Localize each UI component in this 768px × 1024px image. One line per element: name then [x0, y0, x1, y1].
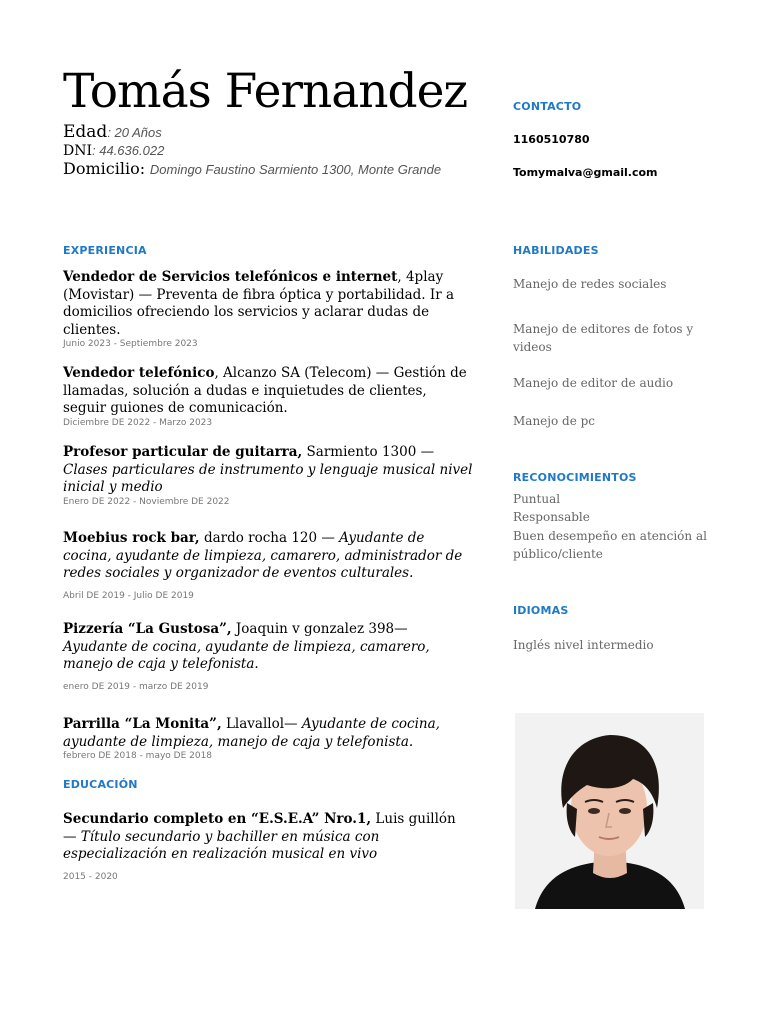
phone-number: 1160510780: [513, 133, 590, 146]
recognition-item: Responsable: [513, 510, 590, 524]
education-item: [63, 811, 473, 883]
experience-heading: EXPERIENCIA: [63, 244, 147, 257]
job-title: Parrilla “La Monita”,: [63, 716, 222, 732]
job-title: Moebius rock bar,: [63, 530, 200, 546]
job-place: 4play (Movistar) — Preventa de fibra óptica y portabilidad. Ir a domicilios ofreciendo los servicios y aclarar dudas de clientes.: [63, 269, 454, 338]
dni-label: DNI: [63, 143, 93, 159]
skill-item: Manejo de editor de audio: [513, 376, 674, 390]
job-dates: Diciembre DE 2022 - Marzo 2023: [63, 417, 213, 428]
education-description: Título secundario y bachiller en música con especialización en realización musical en vivo: [63, 828, 380, 863]
job-title: Vendedor telefónico: [63, 365, 215, 381]
education-heading: EDUCACIÓN: [63, 778, 138, 791]
recognition-item: Buen desempeño en atención al público/cliente: [513, 529, 707, 561]
job-dates: Enero DE 2022 - Noviembre DE 2022: [63, 496, 230, 507]
education-title: Secundario completo en “E.S.E.A” Nro.1,: [63, 811, 372, 827]
email-address: Tomymalva@gmail.com: [513, 166, 658, 179]
age-label: Edad: [63, 122, 108, 142]
job-title: Profesor particular de guitarra,: [63, 444, 303, 460]
experience-item: Vendedor de Servicios telefónicos e internet, 4play (Movistar) — Preventa de fibra óptica y portabilidad. Ir a domicilios ofreciendo los servicios y aclarar dudas de clientes. Junio 2023 - Septiembre 2023: [63, 269, 473, 350]
job-description: Ayudante de cocina, ayudante de limpieza, camarero, manejo de caja y telefonista.: [63, 638, 430, 673]
job-description: Ayudante de cocina, ayudante de limpieza, manejo de caja y telefonista.: [63, 716, 440, 750]
address-line: [63, 159, 441, 178]
language-item: Inglés nivel intermedio: [513, 638, 654, 652]
job-place: Alcanzo SA (Telecom) — Gestión de llamadas, solución a dudas e inquietudes de clientes, seguir guiones de comunicación.: [63, 365, 467, 417]
experience-item: [63, 621, 473, 693]
age-value: : 20 Años: [107, 125, 162, 140]
job-dates: febrero DE 2018 - mayo DE 2018: [63, 751, 213, 762]
skill-item: Manejo de editores de fotos y videos: [513, 322, 694, 354]
experience-item: [63, 716, 473, 762]
profile-photo: [515, 713, 704, 909]
job-dates: enero DE 2019 - marzo DE 2019: [63, 681, 209, 692]
job-dates: Junio 2023 - Septiembre 2023: [63, 339, 198, 350]
skills-heading: HABILIDADES: [513, 244, 599, 257]
address-label: Domicilio:: [63, 159, 146, 178]
full-name: Tomás Fernandez: [63, 64, 468, 119]
age-line: [63, 122, 162, 142]
dni-value: : 44.636.022: [92, 143, 165, 158]
job-title: Vendedor de Servicios telefónicos e internet: [63, 269, 398, 285]
experience-item: Vendedor telefónico, Alcanzo SA (Telecom) — Gestión de llamadas, solución a dudas e inquietudes de clientes, seguir guiones de comunicación. Diciembre DE 2022 - Marzo 2023: [63, 365, 473, 429]
skill-item: Manejo de pc: [513, 414, 596, 428]
recognition-item: Puntual: [513, 492, 561, 506]
job-place: Sarmiento 1300 —: [306, 444, 435, 460]
recognitions-heading: RECONOCIMIENTOS: [513, 471, 637, 484]
job-place: Joaquin v gonzalez 398—: [235, 621, 408, 637]
languages-heading: IDIOMAS: [513, 604, 569, 617]
job-title: Pizzería “La Gustosa”,: [63, 621, 232, 637]
experience-item: [63, 530, 473, 602]
job-place: Llavallol—: [225, 716, 302, 732]
job-place: dardo rocha 120 —: [203, 530, 340, 546]
dni-line: [63, 141, 164, 159]
job-dates: Abril DE 2019 - Julio DE 2019: [63, 590, 194, 601]
job-description: Ayudante de cocina, ayudante de limpieza, camarero, administrador de redes sociales y organizador de eventos culturales.: [63, 530, 463, 582]
education-dates: 2015 - 2020: [63, 871, 118, 882]
education-place: Luis guillón —: [63, 811, 456, 845]
contact-heading: CONTACTO: [513, 100, 582, 113]
address-value: Domingo Faustino Sarmiento 1300, Monte Grande: [149, 162, 442, 177]
job-description: Clases particulares de instrumento y lenguaje musical nivel inicial y medio: [63, 461, 473, 496]
experience-item: [63, 444, 473, 508]
skill-item: Manejo de redes sociales: [513, 277, 667, 291]
